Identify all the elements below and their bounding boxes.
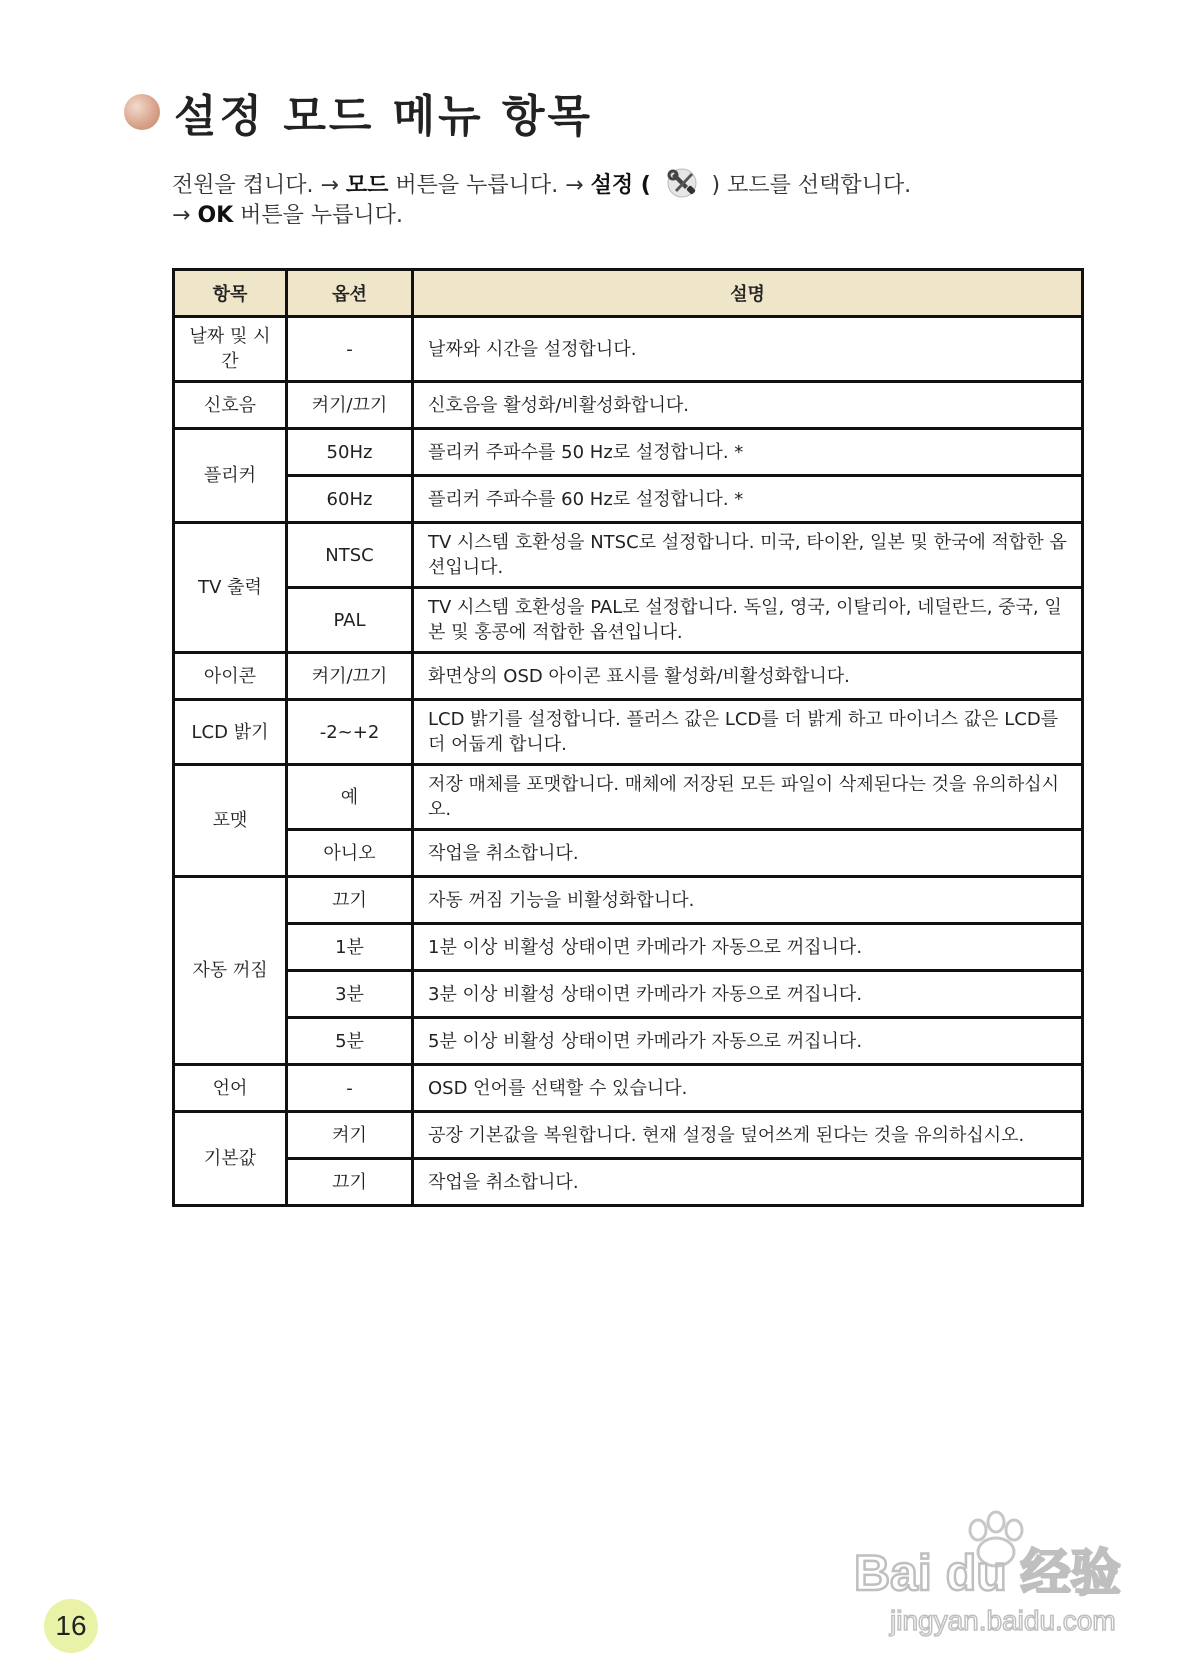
setup-mode-label: 설정	[590, 173, 634, 198]
description-cell: 5분 이상 비활성 상태이면 카메라가 자동으로 꺼집니다.	[413, 1018, 1083, 1065]
table-row	[174, 317, 1083, 382]
description-cell: 플리커 주파수를 50 Hz로 설정합니다. *	[413, 429, 1083, 476]
item-cell: 기본값	[174, 1112, 287, 1206]
option-cell: 1분	[287, 924, 413, 971]
watermark-url: jingyan.baidu.com	[890, 1605, 1116, 1636]
table-row	[174, 588, 1083, 653]
intro-text: 전원을 켭니다. →	[172, 173, 346, 198]
intro-instructions	[172, 168, 911, 231]
item-cell: 자동 꺼짐	[174, 877, 287, 1065]
table-row	[174, 1112, 1083, 1159]
option-cell: 켜기	[287, 1112, 413, 1159]
description-cell: 자동 꺼짐 기능을 비활성화합니다.	[413, 877, 1083, 924]
item-cell: 아이콘	[174, 653, 287, 700]
intro-text: 버튼을 누릅니다.	[233, 203, 403, 228]
title-bullet-icon	[124, 94, 160, 130]
description-cell: 작업을 취소합니다.	[413, 830, 1083, 877]
option-cell: 끄기	[287, 877, 413, 924]
table-row	[174, 523, 1083, 588]
description-cell: LCD 밝기를 설정합니다. 플러스 값은 LCD를 더 밝게 하고 마이너스 값은 LCD를 더 어둡게 합니다.	[413, 700, 1083, 765]
table-row	[174, 877, 1083, 924]
option-cell: -	[287, 1065, 413, 1112]
intro-paren-open: (	[633, 173, 659, 198]
intro-text: →	[172, 203, 198, 228]
mode-button-label: 모드	[345, 173, 389, 198]
table-row	[174, 476, 1083, 523]
table-row	[174, 924, 1083, 971]
item-cell: 날짜 및 시간	[174, 317, 287, 382]
table-row	[174, 1018, 1083, 1065]
table-row	[174, 429, 1083, 476]
option-cell: 예	[287, 765, 413, 830]
description-cell: TV 시스템 호환성을 PAL로 설정합니다. 독일, 영국, 이탈리아, 네덜란드, 중국, 일본 및 홍콩에 적합한 옵션입니다.	[413, 588, 1083, 653]
page-number: 16	[44, 1599, 98, 1653]
option-cell: -2~+2	[287, 700, 413, 765]
intro-text: 버튼을 누릅니다. →	[388, 173, 591, 198]
description-cell: 작업을 취소합니다.	[413, 1159, 1083, 1206]
item-cell: LCD 밝기	[174, 700, 287, 765]
option-cell: PAL	[287, 588, 413, 653]
column-header-item: 항목	[174, 270, 287, 317]
description-cell: 1분 이상 비활성 상태이면 카메라가 자동으로 꺼집니다.	[413, 924, 1083, 971]
watermark-brand: Bai du 经验	[854, 1545, 1121, 1601]
ok-button-label: OK	[197, 203, 234, 228]
item-cell: 언어	[174, 1065, 287, 1112]
description-cell: TV 시스템 호환성을 NTSC로 설정합니다. 미국, 타이완, 일본 및 한국에 적합한 옵션입니다.	[413, 523, 1083, 588]
option-cell: 켜기/끄기	[287, 382, 413, 429]
intro-line-1	[172, 168, 911, 201]
item-cell: 플리커	[174, 429, 287, 523]
baidu-jingyan-watermark	[850, 1508, 1140, 1638]
option-cell: -	[287, 317, 413, 382]
description-cell: OSD 언어를 선택할 수 있습니다.	[413, 1065, 1083, 1112]
option-cell: 5분	[287, 1018, 413, 1065]
option-cell: NTSC	[287, 523, 413, 588]
table-row	[174, 971, 1083, 1018]
title-row	[124, 80, 593, 144]
option-cell: 60Hz	[287, 476, 413, 523]
description-cell: 3분 이상 비활성 상태이면 카메라가 자동으로 꺼집니다.	[413, 971, 1083, 1018]
description-cell: 화면상의 OSD 아이콘 표시를 활성화/비활성화합니다.	[413, 653, 1083, 700]
option-cell: 켜기/끄기	[287, 653, 413, 700]
intro-line-2	[172, 201, 911, 231]
setup-menu-table	[172, 268, 1084, 1207]
column-header-description: 설명	[413, 270, 1083, 317]
item-cell: TV 출력	[174, 523, 287, 653]
table-row	[174, 382, 1083, 429]
column-header-option: 옵션	[287, 270, 413, 317]
description-cell: 공장 기본값을 복원합니다. 현재 설정을 덮어쓰게 된다는 것을 유의하십시오.	[413, 1112, 1083, 1159]
table-row	[174, 1065, 1083, 1112]
option-cell: 50Hz	[287, 429, 413, 476]
table-row	[174, 653, 1083, 700]
item-cell: 포맷	[174, 765, 287, 877]
description-cell: 신호음을 활성화/비활성화합니다.	[413, 382, 1083, 429]
page-title: 설정 모드 메뉴 항목	[174, 91, 593, 142]
table-row	[174, 830, 1083, 877]
option-cell: 끄기	[287, 1159, 413, 1206]
table-row	[174, 765, 1083, 830]
table-row	[174, 1159, 1083, 1206]
description-cell: 저장 매체를 포맷합니다. 매체에 저장된 모든 파일이 삭제된다는 것을 유의하십시오.	[413, 765, 1083, 830]
table-row	[174, 700, 1083, 765]
intro-text: ) 모드를 선택합니다.	[704, 173, 912, 198]
item-cell: 신호음	[174, 382, 287, 429]
table-header-row	[174, 270, 1083, 317]
wrench-screwdriver-icon	[663, 168, 701, 198]
option-cell: 3분	[287, 971, 413, 1018]
description-cell: 날짜와 시간을 설정합니다.	[413, 317, 1083, 382]
option-cell: 아니오	[287, 830, 413, 877]
description-cell: 플리커 주파수를 60 Hz로 설정합니다. *	[413, 476, 1083, 523]
